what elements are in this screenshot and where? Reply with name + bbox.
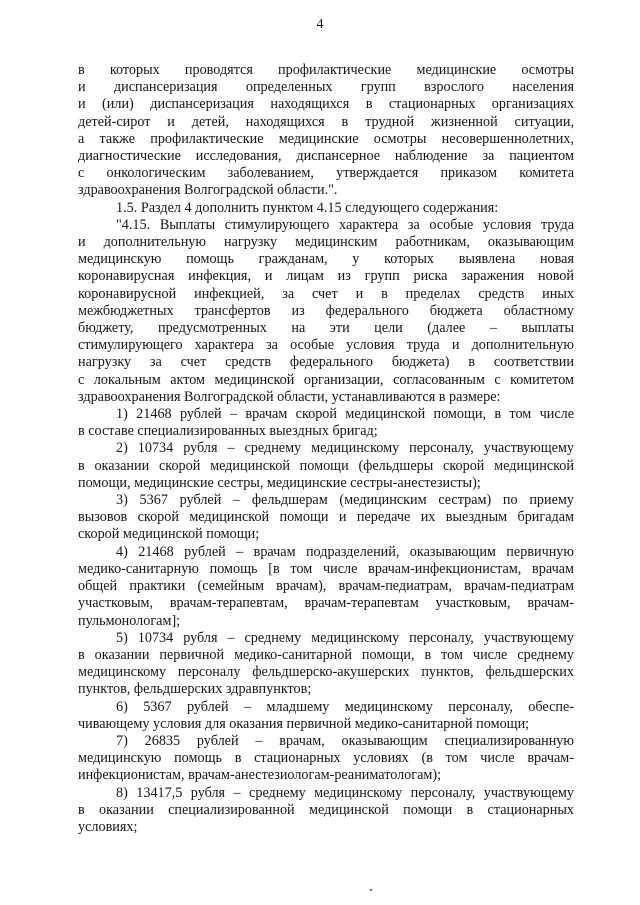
text-line: межбюджетных трансфертов из федерального бюджета областному: [78, 302, 574, 319]
text-line: 4) 21468 рублей – врачам подразделений, оказывающим первичную: [116, 543, 574, 560]
paragraph: [78, 544, 574, 630]
text-line: стимулирующего характера за особые условия труда и дополнительную: [78, 337, 574, 354]
text-line: условиях;: [78, 818, 138, 835]
text-line: в которых проводятся профилактические медицинские осмотры: [78, 62, 574, 78]
text-line: коронавирусная инфекция, и лицам из групп риска заражения новой: [78, 268, 574, 285]
text-line: 1) 21468 рублей – врачам скорой медицинской помощи, в том числе: [116, 406, 574, 423]
text-line: пульмонологам];: [78, 612, 181, 629]
text-line: медицинскому персоналу фельдшерско-акушерских пунктов, фельдшерских: [78, 664, 574, 681]
text-line: здравоохранения Волгоградской области, устанавливаются в размере:: [78, 388, 501, 405]
text-line: здравоохранения Волгоградской области.".: [78, 182, 338, 199]
text-line: в оказании первичной медико-санитарной помощи, в том числе среднему: [78, 646, 574, 663]
text-line: и дополнительную нагрузку медицинским работникам, оказывающим: [78, 234, 574, 251]
text-line: медицинскую помощь гражданам, у которых выявлена новая: [78, 251, 574, 268]
text-line: участковым, врачам-терапевтам, врачам-терапевтам участковым, врачам-: [78, 595, 574, 612]
text-line: инфекционистам, врачам-анестезиологам-реаниматологам);: [78, 767, 442, 784]
text-line: с онкологическим заболеванием, утверждается приказом комитета: [78, 165, 574, 182]
paragraph: [78, 217, 574, 406]
text-line: и диспансеризация определенных групп взрослого населения: [78, 79, 574, 96]
scan-speck: [370, 889, 372, 891]
text-line: 1.5. Раздел 4 дополнить пунктом 4.15 следующего содержания:: [116, 199, 499, 216]
text-line: общей практики (семейным врачам), врачам-педиатрам, врачам-педиатрам: [78, 578, 574, 595]
text-line: диагностические исследования, диспансерное наблюдение за пациентом: [78, 148, 574, 165]
document-body: [78, 62, 574, 836]
text-line: нагрузку за счет средств федерального бюджета) в соответствии: [78, 354, 574, 371]
text-line: 2) 10734 рубля – среднему медицинскому персоналу, участвующему: [116, 440, 574, 457]
text-line: 8) 13417,5 рубля – среднему медицинскому персоналу, участвующему: [116, 784, 574, 801]
text-line: чивающему условия для оказания первичной медико-санитарной помощи;: [78, 715, 530, 732]
paragraph: [78, 62, 574, 200]
paragraph: [78, 630, 574, 699]
text-line: с локальным актом медицинской организации, согласованным с комитетом: [78, 371, 574, 388]
text-line: детей-сирот и детей, находящихся в трудной жизненной ситуации,: [78, 113, 574, 130]
text-line: медико-санитарную помощь [в том числе врачам-инфекционистам, врачам: [78, 560, 574, 577]
text-line: 6) 5367 рублей – младшему медицинскому персоналу, обеспе-: [116, 698, 574, 715]
text-line: а также профилактические медицинские осмотры несовершеннолетних,: [78, 130, 574, 147]
text-line: 5) 10734 рубля – среднему медицинскому персоналу, участвующему: [116, 629, 574, 646]
text-line: вызовов скорой медицинской помощи и передаче их выездным бригадам: [78, 509, 574, 526]
paragraph: [78, 406, 574, 440]
text-line: в оказании специализированной медицинской помощи в стационарных: [78, 801, 574, 818]
paragraph: [78, 733, 574, 785]
text-line: пунктов, фельдшерских здравпунктов;: [78, 681, 312, 698]
text-line: бюджету, предусмотренных на эти цели (далее – выплаты: [78, 320, 574, 337]
paragraph: [78, 699, 574, 733]
paragraph: [78, 200, 574, 217]
text-line: коронавирусной инфекцией, за счет и в пределах средств иных: [78, 285, 574, 302]
text-line: медицинскую помощь в стационарных условиях (в том числе врачам-: [78, 750, 574, 767]
text-line: в составе специализированных выездных бригад;: [78, 423, 378, 440]
page-number: 4: [316, 17, 324, 32]
text-line: скорой медицинской помощи;: [78, 526, 260, 543]
text-line: 3) 5367 рублей – фельдшерам (медицинским сестрам) по приему: [116, 492, 574, 509]
text-line: 7) 26835 рублей – врачам, оказывающим специализированную: [116, 732, 574, 749]
paragraph: [78, 492, 574, 544]
text-line: и (или) диспансеризация находящихся в стационарных организациях: [78, 96, 574, 113]
text-line: помощи, медицинские сестры, медицинские сестры-анестезисты);: [78, 474, 481, 491]
text-line: "4.15. Выплаты стимулирующего характера за особые условия труда: [116, 216, 574, 233]
text-line: в оказании скорой медицинской помощи (фельдшеры скорой медицинской: [78, 457, 574, 474]
paragraph: [78, 440, 574, 492]
paragraph: [78, 785, 574, 837]
